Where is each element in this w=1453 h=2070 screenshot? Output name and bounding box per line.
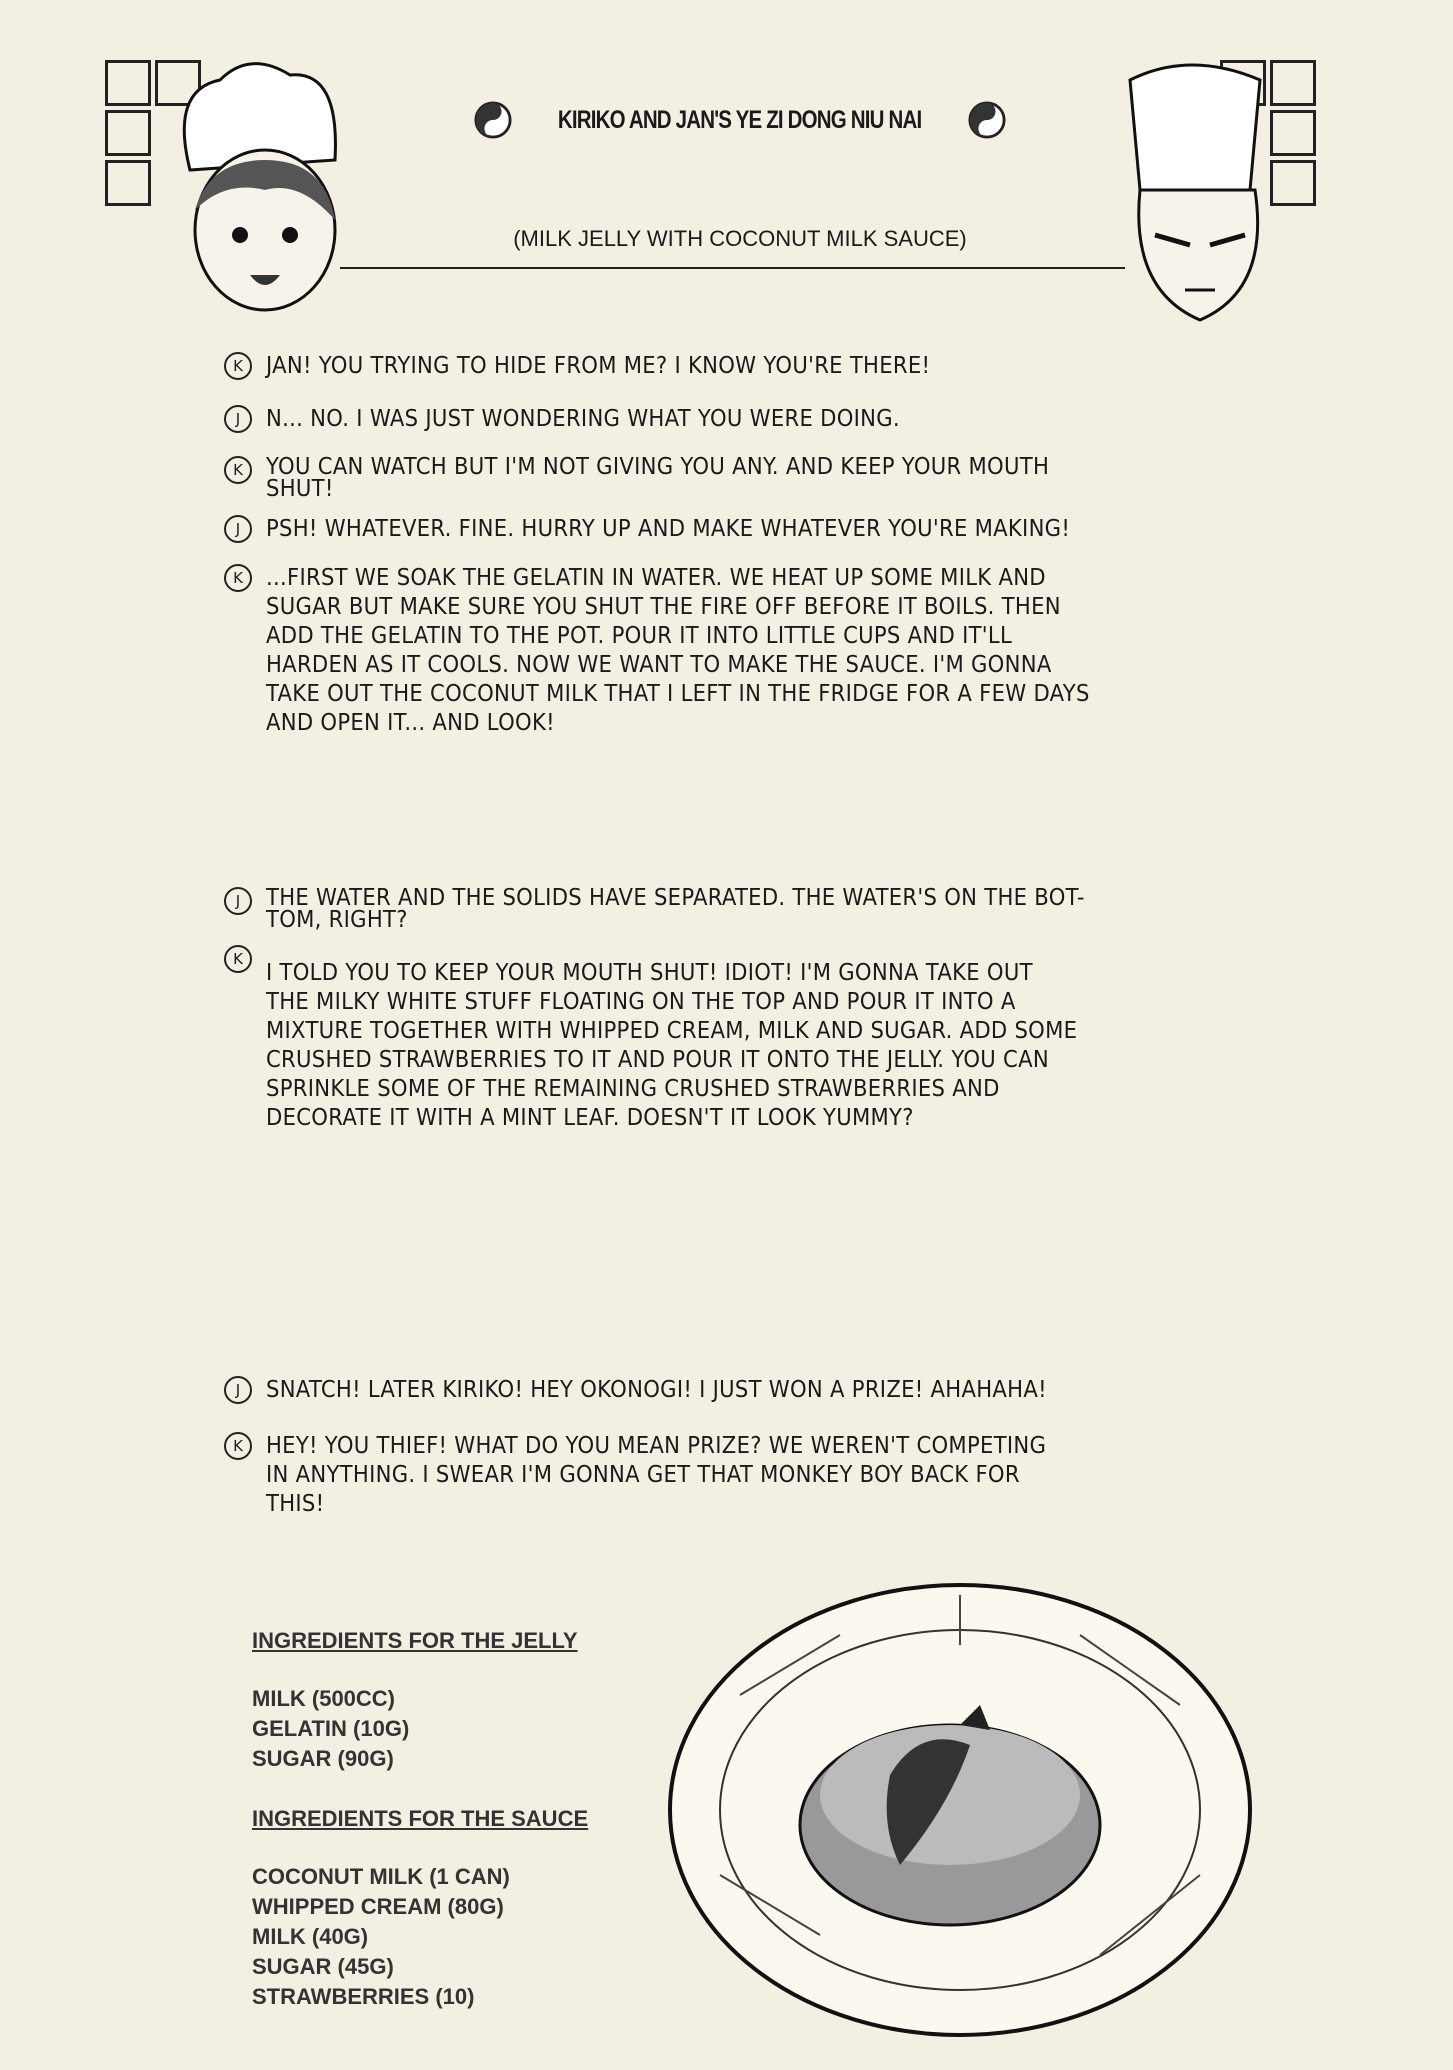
dialogue-line: K ...FIRST WE SOAK THE GELATIN IN WATER. WE HEAT UP SOME MILK AND SUGAR BUT MAKE SURE YOU SHUT THE FIRE OFF BEFORE IT BOILS. THEN ADD THE GELATIN TO THE POT. POUR IT INTO LITTLE CUPS AND IT'LL HARDEN AS IT COOLS. NOW WE WANT TO MAKE THE SAUCE. I'M GONNA TAKE OUT THE COCONUT MILK THAT I LEFT IN THE FRIDGE FOR A FEW DAYS AND OPEN IT... AND LOOK!: [224, 564, 1244, 738]
speaker-badge: K: [224, 352, 252, 380]
yin-yang-icon: [968, 101, 1006, 139]
speaker-badge: J: [224, 515, 252, 543]
jelly-ingredients: [252, 1626, 578, 1774]
dialogue-line: K I TOLD YOU TO KEEP YOUR MOUTH SHUT! IDIOT! I'M GONNA TAKE OUT THE MILKY WHITE STUFF FLOATING ON THE TOP AND POUR IT INTO A MIXTURE TOGETHER WITH WHIPPED CREAM, MILK AND SUGAR. ADD SOME CRUSHED STRAWBERRIES TO IT AND POUR IT ONTO THE JELLY. YOU CAN SPRINKLE SOME OF THE REMAINING CRUSHED STRAWBERRIES AND DECORATE IT WITH A MINT LEAF. DOESN'T IT LOOK YUMMY?: [224, 945, 1244, 1133]
speaker-badge: K: [224, 564, 252, 592]
speaker-badge: J: [224, 1376, 252, 1404]
dialogue-line: K JAN! YOU TRYING TO HIDE FROM ME? I KNOW YOU'RE THERE!: [224, 352, 1244, 381]
ingredient: GELATIN (10G): [252, 1716, 410, 1741]
header-divider: [340, 267, 1125, 269]
sauce-ingredients: [252, 1804, 588, 2012]
speaker-badge: J: [224, 405, 252, 433]
dialogue-line: J SNATCH! LATER KIRIKO! HEY OKONOGI! I JUST WON A PRIZE! AHAHAHA!: [224, 1376, 1244, 1405]
dialogue-line: J THE WATER AND THE SOLIDS HAVE SEPARATED. THE WATER'S ON THE BOT- TOM, RIGHT?: [224, 887, 1244, 931]
jelly-heading: INGREDIENTS FOR THE JELLY: [252, 1628, 578, 1653]
dialogue-line: J N... NO. I WAS JUST WONDERING WHAT YOU WERE DOING.: [224, 405, 1244, 434]
dialogue-line: K YOU CAN WATCH BUT I'M NOT GIVING YOU ANY. AND KEEP YOUR MOUTH SHUT!: [224, 456, 1244, 500]
speaker-badge: K: [224, 945, 252, 973]
speaker-badge: J: [224, 887, 252, 915]
speaker-badge: K: [224, 1432, 252, 1460]
milk-jelly-dish-illustration: [660, 1575, 1260, 2045]
jan-chef-illustration: [1110, 60, 1290, 330]
recipe-subtitle: (MILK JELLY WITH COCONUT MILK SAUCE): [513, 226, 967, 251]
dialogue-line: K HEY! YOU THIEF! WHAT DO YOU MEAN PRIZE? WE WEREN'T COMPETING IN ANYTHING. I SWEAR I'M GONNA GET THAT MONKEY BOY BACK FOR THIS!: [224, 1432, 1244, 1519]
ingredient: WHIPPED CREAM (80G): [252, 1894, 504, 1919]
ingredient: STRAWBERRIES (10): [252, 1984, 475, 2009]
speaker-badge: K: [224, 456, 252, 484]
ingredient: SUGAR (45G): [252, 1954, 394, 1979]
yin-yang-icon: [474, 101, 512, 139]
ingredient: MILK (500CC): [252, 1686, 396, 1711]
ingredient: SUGAR (90G): [252, 1746, 394, 1771]
dialogue-line: J PSH! WHATEVER. FINE. HURRY UP AND MAKE WHATEVER YOU'RE MAKING!: [224, 515, 1244, 544]
kiriko-chef-illustration: [150, 50, 370, 330]
ingredient: COCONUT MILK (1 CAN): [252, 1864, 510, 1889]
recipe-title: KIRIKO AND JAN'S YE ZI DONG NIU NAI: [490, 98, 990, 142]
ingredient: MILK (40G): [252, 1924, 369, 1949]
sauce-heading: INGREDIENTS FOR THE SAUCE: [252, 1806, 589, 1831]
